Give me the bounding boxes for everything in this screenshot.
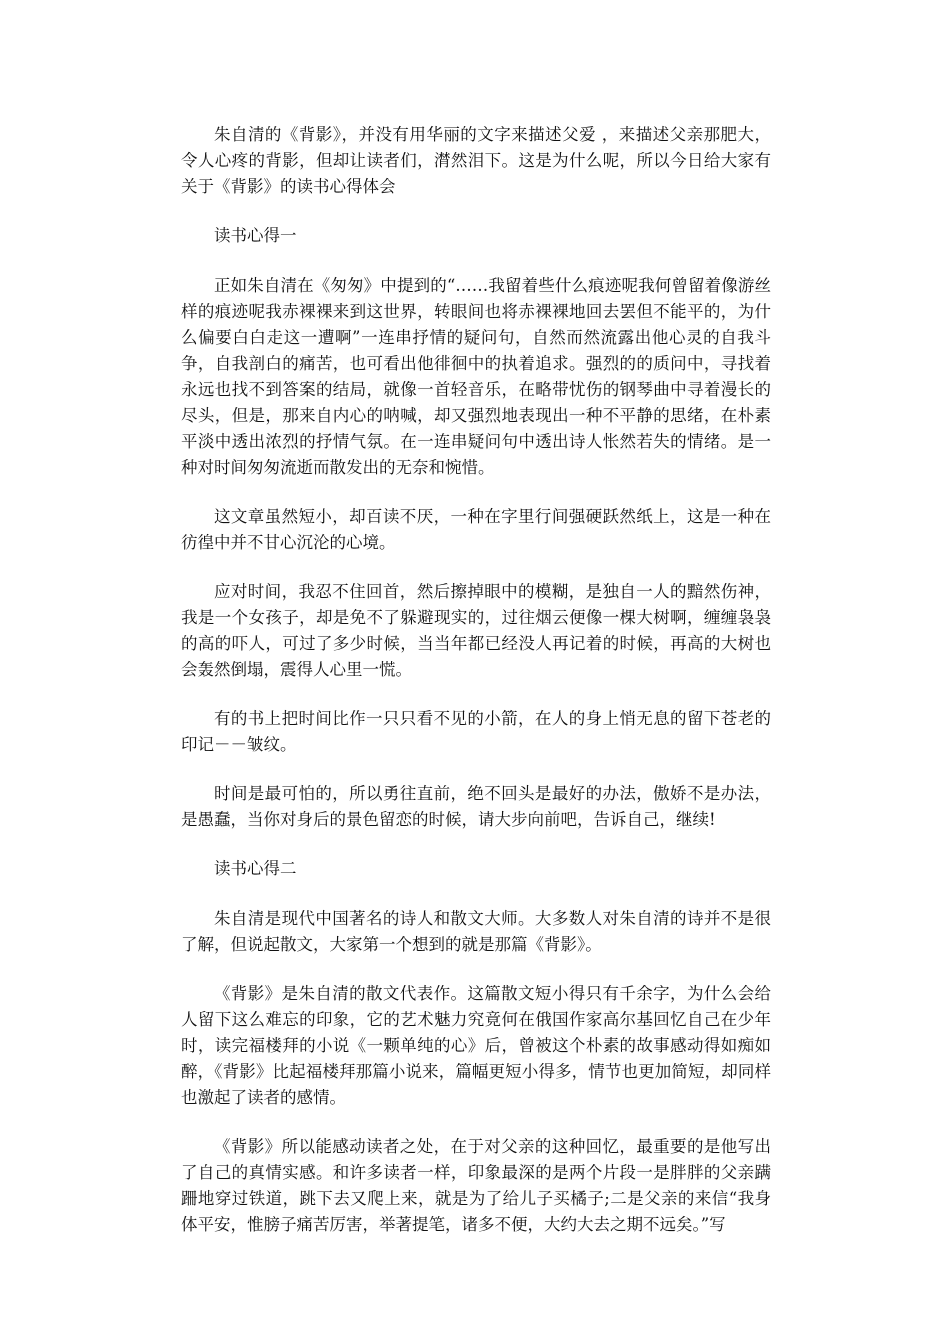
document-body	[181, 122, 771, 1261]
section2-paragraph-3: 《背影》所以能感动读者之处，在于对父亲的这种回忆，最重要的是他写出了自己的真情实感。和许多读者一样，印象最深的是两个片段一是胖胖的父亲蹒跚地穿过铁道，跳下去又爬上来，就是为了给儿子买橘子;二是父亲的来信“我身体平安，惟膀子痛苦厉害，举著提笔，诸多不便，大约大去之期不远矣。”写	[181, 1137, 771, 1234]
section1-paragraph-4: 有的书上把时间比作一只只看不见的小箭，在人的身上悄无息的留下苍老的印记－－皱纹。	[181, 709, 771, 754]
section-heading-1: 读书心得一	[214, 226, 297, 245]
section1-paragraph-5: 时间是最可怕的，所以勇往直前，绝不回头是最好的办法，傲娇不是办法，是愚蠢，当你对身后的景色留恋的时候，请大步向前吧，告诉自己，继续!	[181, 784, 771, 829]
section-heading-2: 读书心得二	[214, 859, 297, 878]
section2-paragraph-1: 朱自清是现代中国著名的诗人和散文大师。大多数人对朱自清的诗并不是很了解，但说起散文，大家第一个想到的就是那篇《背影》。	[181, 909, 771, 954]
intro-paragraph: 朱自清的《背影》，并没有用华丽的文字来描述父爱 ，来描述父亲那肥大，令人心疼的背影，但却让读者们，潸然泪下。这是为什么呢，所以今日给大家有关于《背影》的读书心得体会	[181, 125, 771, 196]
section1-paragraph-3: 应对时间，我忍不住回首，然后擦掉眼中的模糊，是独自一人的黯然伤神，我是一个女孩子，却是免不了躲避现实的，过往烟云便像一棵大树啊，缠缠袅袅的高的吓人，可过了多少时候，当当年都已经没人再记着的时候，再高的大树也会轰然倒塌，震得人心里一慌。	[181, 582, 771, 679]
section1-paragraph-2: 这文章虽然短小，却百读不厌，一种在字里行间强硬跃然纸上，这是一种在彷徨中并不甘心沉沦的心境。	[181, 507, 771, 552]
section1-paragraph-1: 正如朱自清在《匆匆》中提到的“……我留着些什么痕迹呢我何曾留着像游丝样的痕迹呢我赤裸裸来到这世界，转眼间也将赤裸裸地回去罢但不能平的，为什么偏要白白走这一遭啊”一连串抒情的疑问句，自然而然流露出他心灵的自我斗争，自我剖白的痛苦，也可看出他徘徊中的执着追求。强烈的的质问中，寻找着永远也找不到答案的结局，就像一首轻音乐，在略带忧伤的钢琴曲中寻着漫长的尽头，但是，那来自内心的呐喊，却又强烈地表现出一种不平静的思绪，在朴素平淡中透出浓烈的抒情气氛。在一连串疑问句中透出诗人怅然若失的情绪。是一种对时间匆匆流逝而散发出的无奈和惋惜。	[181, 276, 771, 477]
section2-paragraph-2: 《背影》是朱自清的散文代表作。这篇散文短小得只有千余字，为什么会给人留下这么难忘的印象，它的艺术魅力究竟何在俄国作家高尔基回忆自己在少年时，读完福楼拜的小说《一颗单纯的心》后，曾被这个朴素的故事感动得如痴如醉，《背影》比起福楼拜那篇小说来，篇幅更短小得多，情节也更加简短，却同样也激起了读者的感情。	[181, 984, 771, 1107]
